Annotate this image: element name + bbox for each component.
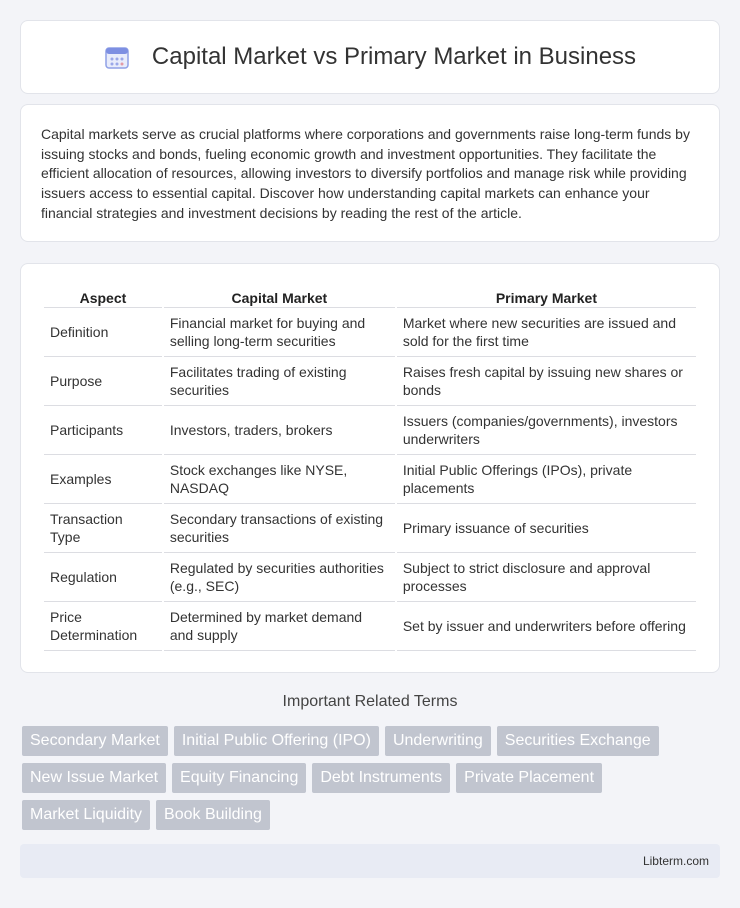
- table-cell: Examples: [44, 455, 162, 504]
- table-cell: Initial Public Offerings (IPOs), private placements: [397, 455, 696, 504]
- table-cell: Purpose: [44, 357, 162, 406]
- table-row: [44, 406, 696, 455]
- table-cell: Issuers (companies/governments), investors underwriters: [397, 406, 696, 455]
- table-cell: Regulated by securities authorities (e.g., SEC): [164, 553, 395, 602]
- related-term-tag[interactable]: Debt Instruments: [312, 763, 450, 793]
- table-row: [44, 504, 696, 553]
- intro-card: [20, 104, 720, 242]
- related-term-tag[interactable]: Equity Financing: [172, 763, 306, 793]
- title-card: [20, 20, 720, 94]
- column-header: Capital Market: [164, 286, 395, 308]
- table-cell: Regulation: [44, 553, 162, 602]
- related-term-tag[interactable]: New Issue Market: [22, 763, 166, 793]
- table-header-row: [44, 286, 696, 308]
- related-term-tag[interactable]: Market Liquidity: [22, 800, 150, 830]
- table-cell: Stock exchanges like NYSE, NASDAQ: [164, 455, 395, 504]
- table-cell: Definition: [44, 308, 162, 357]
- table-cell: Secondary transactions of existing securities: [164, 504, 395, 553]
- table-row: [44, 357, 696, 406]
- table-row: [44, 553, 696, 602]
- footer-site-link[interactable]: Libterm.com: [642, 854, 709, 868]
- footer: [20, 844, 720, 878]
- table-cell: Determined by market demand and supply: [164, 602, 395, 651]
- table-cell: Primary issuance of securities: [397, 504, 696, 553]
- related-term-tag[interactable]: Underwriting: [385, 726, 491, 756]
- comparison-table: [42, 286, 698, 651]
- table-cell: Transaction Type: [44, 504, 162, 553]
- table-row: [44, 455, 696, 504]
- related-term-tag[interactable]: Initial Public Offering (IPO): [174, 726, 379, 756]
- related-term-tag[interactable]: Book Building: [156, 800, 270, 830]
- calendar-icon: [104, 44, 130, 70]
- related-terms-title: Important Related Terms: [282, 693, 458, 710]
- table-cell: Financial market for buying and selling long-term securities: [164, 308, 395, 357]
- table-row: [44, 602, 696, 651]
- related-terms-list: [22, 726, 712, 830]
- table-cell: Set by issuer and underwriters before offering: [397, 602, 696, 651]
- table-cell: Raises fresh capital by issuing new shares or bonds: [397, 357, 696, 406]
- column-header: Primary Market: [397, 286, 696, 308]
- table-cell: Participants: [44, 406, 162, 455]
- table-cell: Investors, traders, brokers: [164, 406, 395, 455]
- intro-text: Capital markets serve as crucial platforms where corporations and governments raise long-term funds by issuing stocks and bonds, fueling economic growth and investment opportunities. They facilitate the efficient allocation of resources, allowing investors to diversify portfolios and manage risk while providing issuers access to essential capital. Discover how understanding capital markets can enhance your financial strategies and investment decisions by reading the rest of the article.: [41, 126, 690, 221]
- related-term-tag[interactable]: Private Placement: [456, 763, 602, 793]
- related-term-tag[interactable]: Securities Exchange: [497, 726, 659, 756]
- table-cell: Facilitates trading of existing securities: [164, 357, 395, 406]
- table-cell: Subject to strict disclosure and approval processes: [397, 553, 696, 602]
- table-cell: Price Determination: [44, 602, 162, 651]
- table-row: [44, 308, 696, 357]
- related-term-tag[interactable]: Secondary Market: [22, 726, 168, 756]
- table-cell: Market where new securities are issued and sold for the first time: [397, 308, 696, 357]
- comparison-card: [20, 263, 720, 673]
- page-title: Capital Market vs Primary Market in Business: [151, 43, 637, 70]
- column-header: Aspect: [44, 286, 162, 308]
